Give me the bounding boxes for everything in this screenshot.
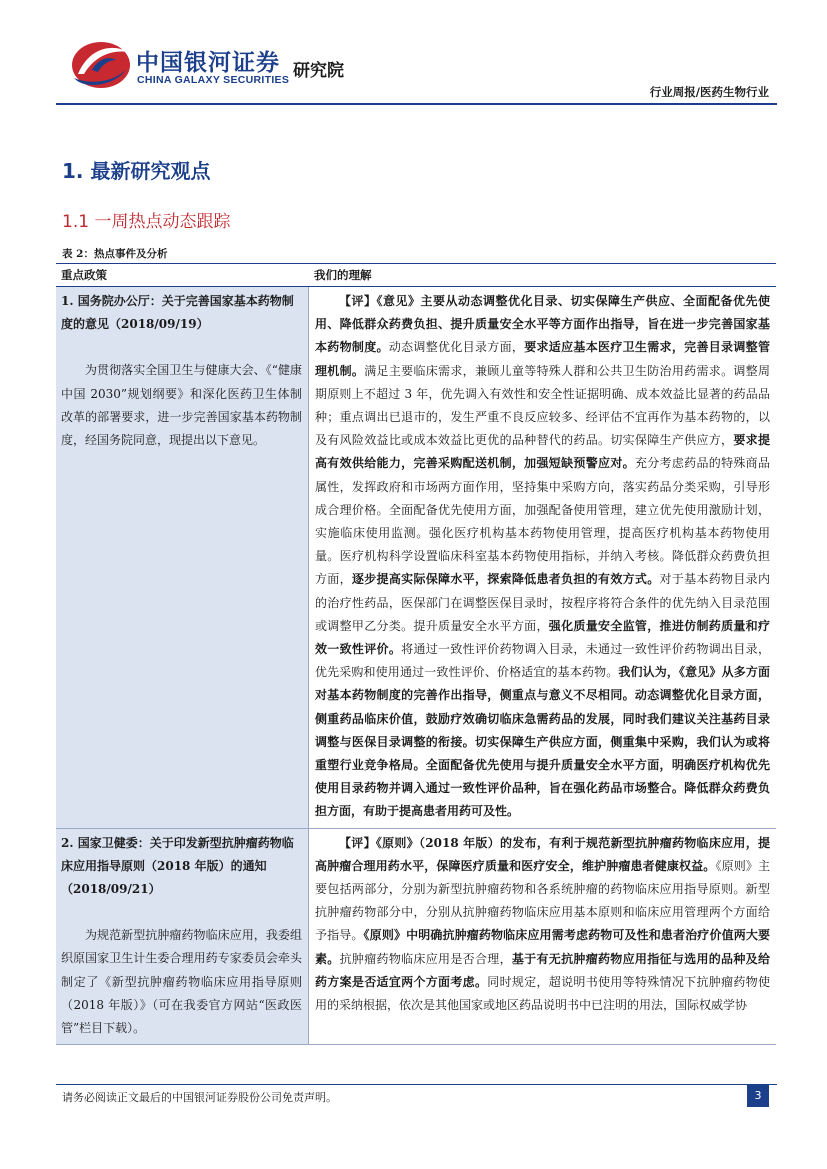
table-caption: 表 2：热点事件及分析: [62, 248, 168, 260]
policy-desc: 为贯彻落实全国卫生与健康大会、《“健康中国 2030”规划纲要》和深化医药卫生体制改革的部署要求，进一步完善国家基本药物制度，经国务院同意，现提出以下意见。: [61, 363, 302, 448]
footer-rule: [56, 1084, 777, 1085]
institute-label: 研究院: [293, 61, 344, 81]
comment-segment: 要求提高有效供给能力，完善采购配送机制，加强短缺预警应对。: [315, 433, 770, 471]
comment-segment: 【评】《意见》主要从动态调整优化目录、切实保障生产供应、全面配备优先使用、降低群众药费负担、提升质量安全水平等方面作出指导，旨在进一步完善国家基本药物制度。: [315, 294, 770, 355]
table-header: [56, 264, 776, 287]
comment-segment: 【评】《原则》（2018 年版）的发布，有利于规范新型抗肿瘤药物临床应用，提高肿瘤合理用药水平，保障医疗质量和医疗安全，维护肿瘤患者健康权益。: [315, 835, 770, 873]
comment-segment: 《原则》主要包括两部分，分别为新型抗肿瘤药物和各系统肿瘤的药物临床应用指导原则。新型抗肿瘤药物部分中，分别从抗肿瘤药物临床应用基本原则和临床应用管理两个方面给予指导。: [315, 858, 770, 943]
policy-cell: [56, 829, 309, 1045]
comment-segment: 基于有无抗肿瘤药物应用指征与选用的品种及给药方案是否适宜两个方面考虑。: [315, 951, 770, 989]
comment-segment: 强化质量安全监管，推进仿制药质量和疗效一致性评价。: [315, 618, 770, 657]
report-type: 行业周报/医药生物行业: [649, 85, 769, 99]
table-row: [56, 287, 776, 829]
footer-disclaimer: 请务必阅读正文最后的中国银河证券股份公司免责声明。: [62, 1091, 337, 1104]
comment-segment: 满足主要临床需求，兼顾儿童等特殊人群和公共卫生防治用药需求。调整周期原则上不超过 3 年，优先调入有效性和安全性证据明确、成本效益比显著的药品品种；重点调出已退市的，发生严重不良反应较多、经评估不宜再作为基本药物的，以及有风险效益比或成本效益比更优的品种替代的药品。切实保障生产供应方，: [315, 363, 770, 448]
policy-desc: 为规范新型抗肿瘤药物临床应用，我委组织原国家卫生计生委合理用药专家委员会牵头制定了《新型抗肿瘤药物临床应用指导原则（2018 年版）》（可在我委官方网站“医政医管”栏目下载）。: [61, 928, 302, 1036]
col-header-understanding: 我们的理解: [314, 268, 372, 282]
subsection-heading: 1.1 一周热点动态跟踪: [62, 212, 231, 232]
page-number: 3: [747, 1085, 769, 1107]
comment-segment: 充分考虑药品的特殊商品属性，发挥政府和市场两方面作用，坚持集中采购方向，落实药品分类采购，引导形成合理价格。全面配备优先使用方面，加强配备使用管理，建立优先使用激励计划，实施临床使用监测。强化医疗机构基本药物使用管理，提高医疗机构基本药物使用量。医疗机构科学设置临床科室基本药物使用指标，并纳入考核。降低群众药费负担方面，: [315, 456, 770, 587]
section-heading: 1. 最新研究观点: [62, 159, 211, 183]
comment-segment: 逐步提高实际保障水平，探索降低患者负担的有效方式。: [351, 572, 660, 587]
brand-name-cn: 中国银河证券: [136, 50, 280, 76]
comment-cell: [309, 287, 776, 828]
policy-title: 1. 国务院办公厅：关于完善国家基本药物制度的意见（2018/09/19）: [61, 294, 294, 332]
comment-cell: [309, 829, 776, 1045]
policy-title: 2. 国家卫健委：关于印发新型抗肿瘤药物临床应用指导原则（2018 年版）的通知（2018/09/21）: [61, 835, 294, 897]
comment-segment: 抗肿瘤药物临床应用是否合理，: [339, 951, 512, 966]
comment-segment: 将通过一致性评价药物调入目录，未通过一致性评价药物调出目录，优先采购和使用通过一致性评价、价格适宜的基本药物。: [315, 642, 770, 680]
comment-segment: 《原则》中明确抗肿瘤药物临床应用需考虑药物可及性和患者治疗价值两大要素。: [315, 928, 770, 966]
table-row: [56, 829, 776, 1046]
header-rule: [56, 103, 777, 105]
comment-segment: 我们认为，《意见》从多方面对基本药物制度的完善作出指导，侧重点与意义不尽相同。动态调整优化目录方面，侧重药品临床价值，鼓励疗效确切临床急需药品的发展，同时我们建议关注基药目录调整与医保目录调整的衔接。切实保障生产供应方面，侧重集中采购，我们认为或将重塑行业竞争格局。全面配备优先使用与提升质量安全水平方面，明确医疗机构优先使用目录药物并调入通过一致性评价品种，旨在强化药品市场整合。降低群众药费负担方面，有助于提高患者用药可及性。: [315, 665, 770, 819]
hotspot-table: [56, 263, 776, 1081]
comment-segment: 同时规定，超说明书使用等特殊情况下抗肿瘤药物使用的采纳根据，依次是其他国家或地区药品说明书中已注明的用法，国际权威学协: [315, 974, 770, 1013]
policy-cell: [56, 287, 309, 828]
brand-name-en: CHINA GALAXY SECURITIES: [137, 74, 290, 86]
galaxy-logo-icon: [70, 40, 132, 90]
comment-segment: 对于基本药物目录内的治疗性药品，医保部门在调整医保目录时，按程序将符合条件的优先纳入目录范围或调整甲乙分类。提升质量安全水平方面，: [315, 572, 770, 633]
comment-segment: 要求适应基本医疗卫生需求，完善目录调整管理机制。: [315, 340, 770, 378]
col-header-policy: 重点政策: [61, 268, 107, 282]
comment-segment: 动态调整优化目录方面，: [388, 340, 525, 355]
